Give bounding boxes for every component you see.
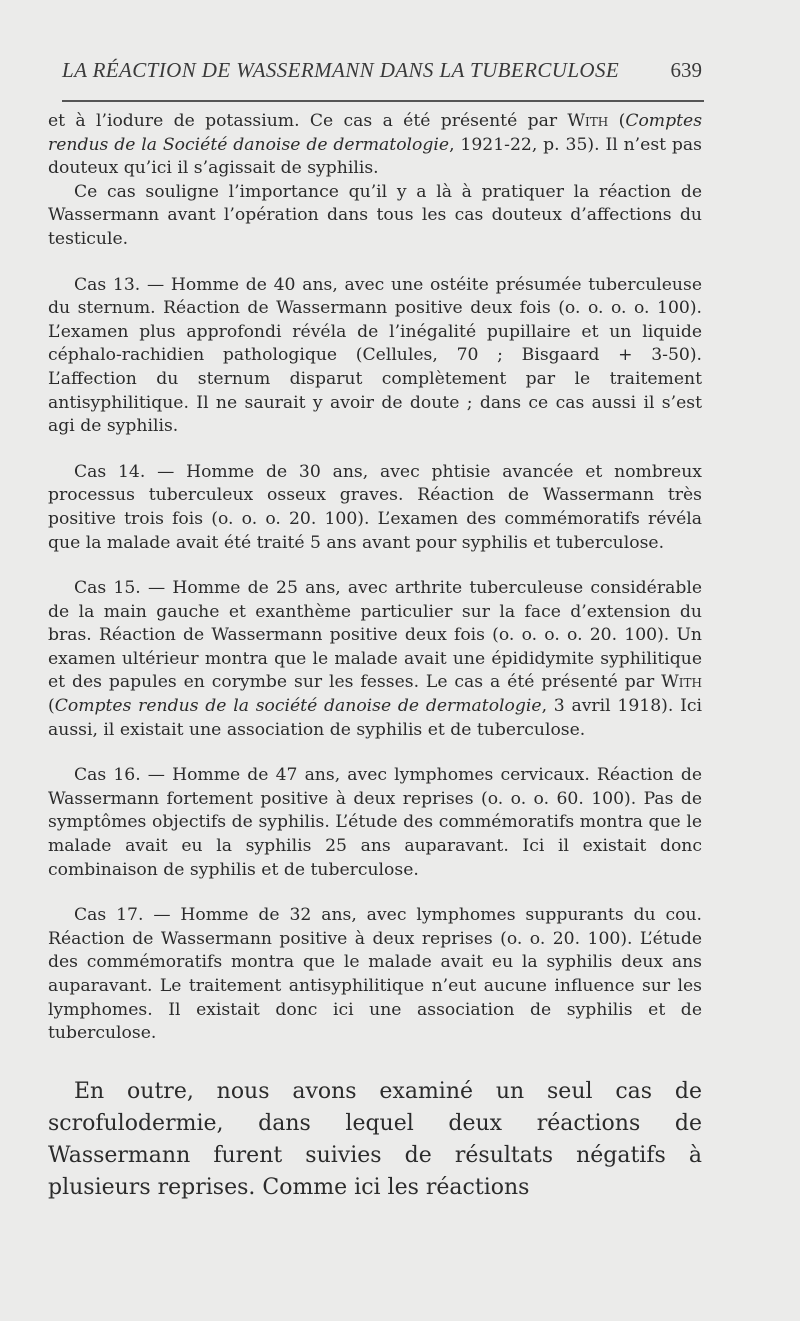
journal-title: Comptes rendus de la société danoise de dermatologie <box>54 696 542 717</box>
case-13: Cas 13. — Homme de 40 ans, avec une ostéite présumée tuberculeuse du sternum. Réaction de Wassermann positive deux fois (o. o. o. o. 100). L’examen plus approfondi révéla de l’inégalité pupillaire et un liquide céphalo-rachidien pathologique (Cellules, 70 ; Bisgaard + 3-50). L’affection du sternum disparut complètement par le traitement antisyphilitique. Il ne saurait y avoir de doute ; dans ce cas aussi il s’est agi de syphilis. <box>48 274 702 437</box>
paragraph-continuation <box>48 110 702 181</box>
paragraph: Ce cas souligne l’importance qu’il y a là à pratiquer la réaction de Wassermann avant l’opération dans tous les cas douteux d’affections du testicule. <box>48 181 702 249</box>
text-run: et à l’iodure de potassium. Ce cas a été présenté par <box>48 111 568 131</box>
page-number: 639 <box>670 58 702 82</box>
final-paragraph: En outre, nous avons examiné un seul cas de scrofulodermie, dans lequel deux réactions de Wassermann furent suivies de résultats négatifs à plusieurs reprises. Comme ici les réactions <box>48 1078 702 1200</box>
running-title: LA RÉACTION DE WASSERMANN DANS LA TUBERCULOSE <box>62 58 620 82</box>
body-text <box>48 110 702 1204</box>
case-16: Cas 16. — Homme de 47 ans, avec lymphomes cervicaux. Réaction de Wassermann fortement positive à deux reprises (o. o. o. 60. 100). Pas de symptômes objectifs de syphilis. L’étude des commémoratifs montra que le malade avait eu la syphilis 25 ans auparavant. Ici il existait donc combinaison de syphilis et de tuberculose. <box>48 765 702 880</box>
author-name: With <box>567 111 609 131</box>
author-name: With <box>661 672 702 693</box>
text-run: ( <box>608 111 626 131</box>
case-17: Cas 17. — Homme de 32 ans, avec lymphomes suppurants du cou. Réaction de Wassermann positive à deux reprises (o. o. 20. 100). L’étude des commémoratifs montra que le malade avait eu la syphilis deux ans auparavant. Le traitement antisyphilitique n’eut aucune influence sur les lymphomes. Il existait donc ici une association de syphilis et de tuberculose. <box>48 905 702 1044</box>
text-run: , 3 avril 1918). Ici aussi, il existait une association de syphilis et de tuberculose. <box>48 696 702 740</box>
text-run: ( <box>48 696 55 717</box>
header-rule <box>62 100 704 102</box>
journal-title: Comptes rendus de la Société danoise de dermatologie <box>48 111 703 155</box>
text-run: Cas 15. — Homme de 25 ans, avec arthrite tuberculeuse considérable de la main gauche et exanthème particulier sur la face d’extension du bras. Réaction de Wassermann positive deux fois (o. o. o. o. 20. 100). Un examen ultérieur montra que le malade avait une épididymite syphilitique et des papules en corymbe sur les fesses. Le cas a été présenté par <box>48 578 702 693</box>
text-run: , 1921-22, p. 35). Il n’est pas douteux qu’ici il s’agissait de syphilis. <box>48 134 702 179</box>
case-14: Cas 14. — Homme de 30 ans, avec phtisie avancée et nombreux processus tuberculeux osseux graves. Réaction de Wassermann très positive trois fois (o. o. o. 20. 100). L’examen des commémoratifs révéla que la malade avait été traité 5 ans avant pour syphilis et tuberculose. <box>48 461 702 553</box>
case-15 <box>48 577 702 742</box>
running-header <box>62 56 702 86</box>
